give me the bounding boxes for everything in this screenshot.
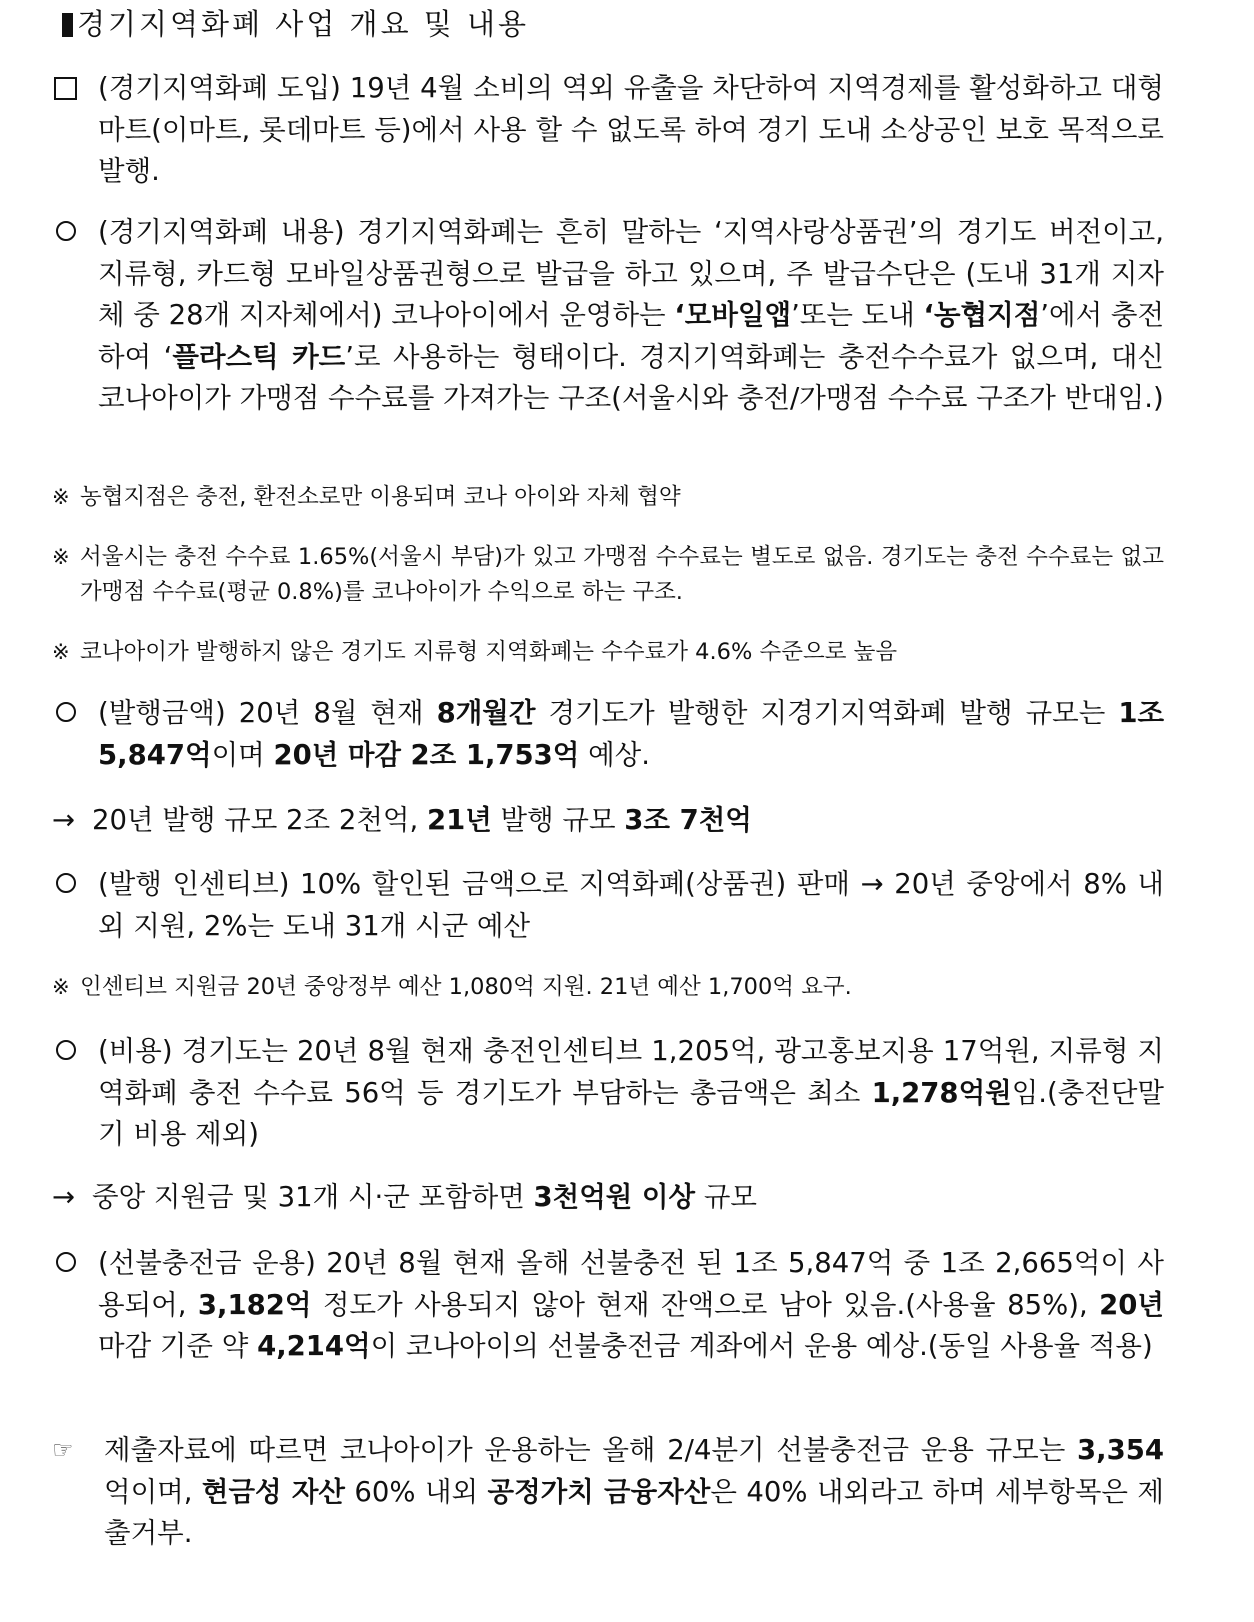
note-nh-branch — [52, 480, 1164, 515]
section-contents — [52, 212, 1164, 420]
section-incentive — [52, 864, 1164, 947]
section-submitted-data — [52, 1430, 1164, 1555]
section-contents-text: (경기지역화폐 내용) 경기지역화폐는 흔히 말하는 ‘지역사랑상품권’의 경기도 버전이고, 지류형, 카드형 모바일상품권형으로 발급을 하고 있으며, 주 발급수단은 (도내 31개 지자체 중 28개 지자체에서) 코나아이에서 운영하는 ‘모바일앱’또는 도내 ‘농협지점’에서 충전하여 ‘플라스틱 카드’로 사용하는 형태이다. 경지기역화폐는 충전수수료가 없으며, 대신 코나아이가 가맹점 수수료를 가져가는 구조(서울시와 충전/가맹점 수수료 구조가 반대임.) — [98, 216, 1165, 414]
note-seoul-comparison-text: 서울시는 충전 수수료 1.65%(서울시 부담)가 있고 가맹점 수수료는 별도로 없음. 경기도는 충전 수수료는 없고 가맹점 수수료(평균 0.8%)를 코나아이가 수익으로 하는 구조. — [80, 544, 1164, 605]
pointing-hand-icon: ☞ — [52, 1436, 74, 1464]
highlight-nh-branch: ‘농협지점 — [923, 299, 1041, 331]
right-arrow-icon: → — [52, 1181, 76, 1213]
section-issuance-amount — [52, 693, 1164, 776]
right-arrow-icon: → — [52, 804, 76, 836]
document-title — [62, 4, 529, 44]
note-incentive-budget — [52, 970, 1164, 1005]
note-paper-fee — [52, 635, 1164, 670]
section-introduction — [52, 68, 1164, 193]
circle-bullet-icon — [56, 873, 76, 893]
title-text: 경기지역화폐 사업 개요 및 내용 — [77, 7, 530, 41]
highlight-mobile-app: ‘모바일앱 — [674, 299, 792, 331]
section-cost — [52, 1031, 1164, 1156]
circle-bullet-icon — [56, 1040, 76, 1060]
arrow-total-scale — [52, 1177, 1164, 1219]
section-prepaid-fund — [52, 1243, 1164, 1368]
arrow-total-scale-text: 중앙 지원금 및 31개 시·군 포함하면 3천억원 이상 규모 — [92, 1181, 757, 1213]
arrow-issuance-scale-text: 20년 발행 규모 2조 2천억, 21년 발행 규모 3조 7천억 — [92, 804, 752, 836]
section-prepaid-fund-text: (선불충전금 운용) 20년 8월 현재 올해 선불충전 된 1조 5,847억 중 1조 2,665억이 사용되어, 3,182억 정도가 사용되지 않아 현재 잔액으로 남아 있음.(사용율 85%), 20년 마감 기준 약 4,214억이 코나아이의 선불충전금 계좌에서 운용 예상.(동일 사용율 적용) — [98, 1247, 1164, 1362]
section-incentive-text: (발행 인센티브) 10% 할인된 금액으로 지역화폐(상품권) 판매 → 20년 중앙에서 8% 내외 지원, 2%는 도내 31개 시군 예산 — [98, 868, 1164, 942]
note-seoul-comparison — [52, 540, 1164, 610]
note-mark-icon: ※ — [52, 545, 70, 569]
note-mark-icon: ※ — [52, 640, 70, 664]
note-mark-icon: ※ — [52, 485, 70, 509]
title-bullet-bar — [62, 13, 73, 37]
note-paper-fee-text: 코나아이가 발행하지 않은 경기도 지류형 지역화폐는 수수료가 4.6% 수준으로 높음 — [80, 639, 898, 665]
note-mark-icon: ※ — [52, 975, 70, 999]
note-nh-branch-text: 농협지점은 충전, 환전소로만 이용되며 코나 아이와 자체 협약 — [80, 484, 681, 510]
highlight-plastic-card: 플라스틱 카드 — [172, 340, 346, 373]
section-introduction-text: (경기지역화폐 도입) 19년 4월 소비의 역외 유출을 차단하여 지역경제를 활성화하고 대형마트(이마트, 롯데마트 등)에서 사용 할 수 없도록 하여 경기 도내 소상공인 보호 목적으로 발행. — [98, 72, 1164, 187]
section-submitted-data-text: 제출자료에 따르면 코나아이가 운용하는 올해 2/4분기 선불충전금 운용 규모는 3,354억이며, 현금성 자산 60% 내외 공정가치 금융자산은 40% 내외라고 하며 세부항목은 제출거부. — [104, 1434, 1164, 1549]
arrow-issuance-scale — [52, 800, 1164, 842]
section-issuance-amount-text: (발행금액) 20년 8월 현재 8개월간 경기도가 발행한 지경기지역화폐 발행 규모는 1조 5,847억이며 20년 마감 2조 1,753억 예상. — [98, 697, 1165, 771]
circle-bullet-icon — [56, 1252, 76, 1272]
circle-bullet-icon — [56, 221, 76, 241]
section-cost-text: (비용) 경기도는 20년 8월 현재 충전인센티브 1,205억, 광고홍보지용 17억원, 지류형 지역화폐 충전 수수료 56억 등 경기도가 부담하는 총금액은 최소 1,278억원임.(충전단말기 비용 제외) — [98, 1035, 1164, 1150]
square-bullet-icon — [54, 77, 77, 100]
circle-bullet-icon — [56, 702, 76, 722]
note-incentive-budget-text: 인센티브 지원금 20년 중앙정부 예산 1,080억 지원. 21년 예산 1,700억 요구. — [80, 974, 852, 1000]
